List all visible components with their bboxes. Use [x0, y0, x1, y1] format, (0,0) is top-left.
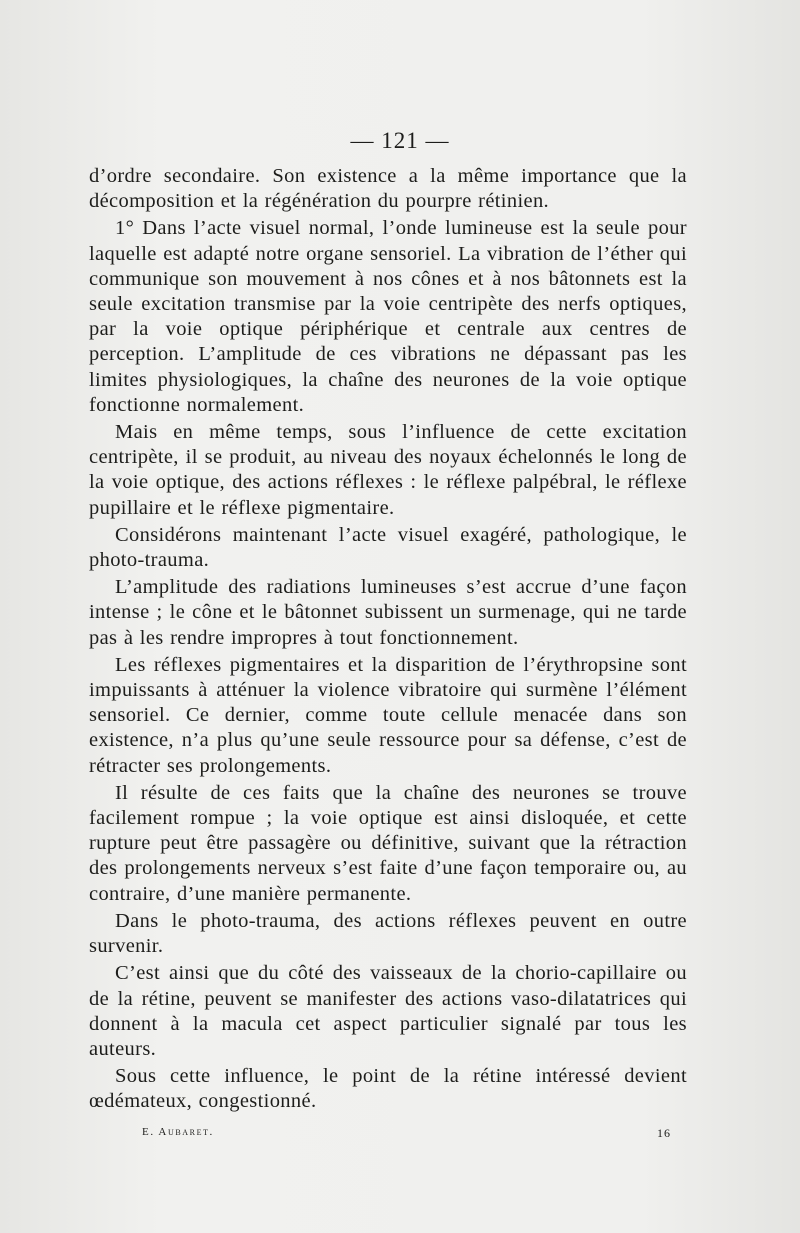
paragraph: Sous cette influence, le point de la rétine intéressé devient œdémateux, congestionné. — [89, 1065, 687, 1113]
paragraph: 1° Dans l’acte visuel normal, l’onde lumineuse est la seule pour laquelle est adapté notre organe sensoriel. La vibration de l’éther qui communique son mouvement à nos cônes et à nos bâtonnets est la seule excitation transmise par la voie centripète des nerfs optiques, par la voie optique périphérique et centrale aux centres de perception. L’amplitude de ces vibrations ne dépassant pas les limites physiologiques, la chaîne des neurones de la voie optique fonctionne normalement. — [89, 217, 687, 416]
paragraph: Les réflexes pigmentaires et la disparition de l’érythropsine sont impuissants à atténuer la violence vibratoire qui surmène l’élément sensoriel. Ce dernier, comme toute cellule menacée dans son existence, n’a plus qu’une seule ressource pour sa défense, c’est de rétracter ses prolongements. — [89, 653, 687, 777]
paragraph: C’est ainsi que du côté des vaisseaux de la chorio-capillaire ou de la rétine, peuvent se manifester des actions vaso-dilatatrices qui donnent à la macula cet aspect particulier signalé par tous les auteurs. — [89, 962, 687, 1060]
footer-signature: E. Aubaret. — [142, 1126, 214, 1138]
paragraph: d’ordre secondaire. Son existence a la même importance que la décomposition et la régénération du pourpre rétinien. — [89, 165, 687, 213]
paragraph: Dans le photo-trauma, des actions réflexes peuvent en outre survenir. — [89, 909, 687, 958]
paragraph: Mais en même temps, sous l’influence de cette excitation centripète, il se produit, au niveau des noyaux échelonnés le long de la voie optique, des actions réflexes : le réflexe palpébral, le réflexe pupillaire et le réflexe pigmentaire. — [89, 421, 687, 519]
body-text — [89, 164, 687, 1115]
paragraph: Il résulte de ces faits que la chaîne des neurones se trouve facilement rompue ; la voie optique est ainsi disloquée, et cette rupture peut être passagère ou définitive, suivant que la rétraction des prolongements nerveux s’est faite d’une façon temporaire ou, au contraire, d’une manière permanente. — [89, 781, 687, 905]
footer-sheet-number: 16 — [657, 1126, 671, 1140]
page-number: — 121 — — [350, 128, 450, 153]
paragraph: Considérons maintenant l’acte visuel exagéré, pathologique, le photo-trauma. — [89, 523, 687, 572]
paragraph: L’amplitude des radiations lumineuses s’est accrue d’une façon intense ; le cône et le bâtonnet subissent un surmenage, qui ne tarde pas à les rendre impropres à tout fonctionnement. — [89, 576, 687, 649]
